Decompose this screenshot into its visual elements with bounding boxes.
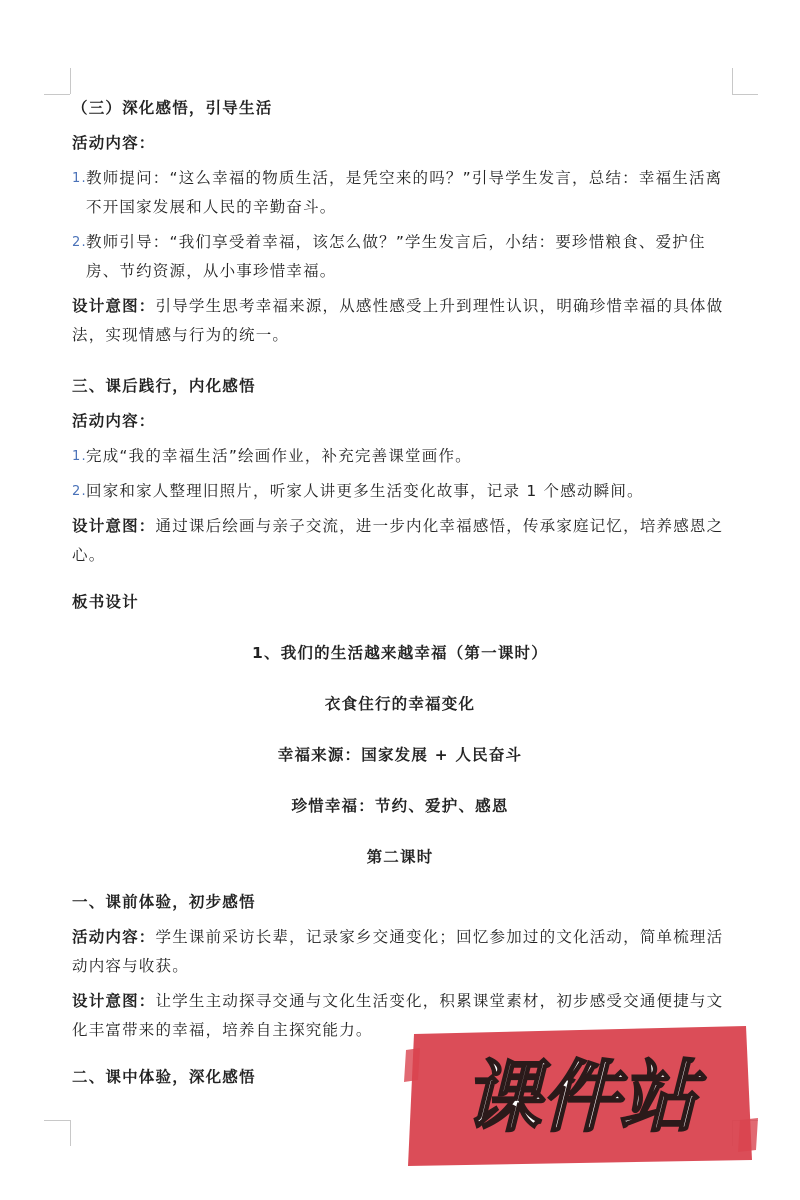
crop-mark [70, 1120, 71, 1146]
list-number: 1. [72, 449, 87, 464]
design-label: 设计意图： [72, 297, 156, 315]
design-intent [72, 512, 728, 570]
activity-label: 活动内容： [72, 134, 156, 152]
design-text: 通过课后绘画与亲子交流，进一步内化幸福感悟，传承家庭记忆，培养感恩之心。 [72, 517, 724, 564]
crop-mark [732, 94, 758, 95]
board-line: 珍惜幸福：节约、爱护、感恩 [291, 797, 509, 815]
list-number: 2. [72, 484, 87, 499]
design-intent [72, 292, 728, 350]
lesson-title: 第二课时 [366, 848, 434, 866]
design-text: 引导学生思考幸福来源，从感性感受上升到理性认识，明确珍惜幸福的具体做法，实现情感与行为的统一。 [72, 297, 724, 344]
design-text: 让学生主动探寻交通与文化生活变化，积累课堂素材，初步感受交通便捷与文化丰富带来的幸福，培养自主探究能力。 [72, 992, 724, 1039]
design-label: 设计意图： [72, 992, 156, 1010]
list-item [72, 164, 728, 222]
section-heading: （三）深化感悟，引导生活 [72, 99, 273, 117]
section-heading: 一、课前体验，初步感悟 [72, 893, 256, 911]
list-number: 2. [72, 235, 87, 250]
board-line: 幸福来源：国家发展 + 人民奋斗 [277, 746, 523, 764]
watermark-stamp [400, 1020, 760, 1170]
list-item [72, 442, 728, 471]
watermark-text: 课件站 [462, 1053, 698, 1143]
list-text: 教师引导：“我们享受着幸福，该怎么做？”学生发言后，小结：要珍惜粮食、爱护住房、节约资源，从小事珍惜幸福。 [86, 233, 706, 280]
list-item [72, 228, 728, 286]
list-text: 回家和家人整理旧照片，听家人讲更多生活变化故事，记录 1 个感动瞬间。 [86, 482, 644, 500]
board-heading: 板书设计 [72, 593, 139, 611]
crop-mark [732, 68, 733, 94]
crop-mark [44, 1120, 70, 1121]
section-heading: 三、课后践行，内化感悟 [72, 377, 256, 395]
document-body [72, 94, 728, 1092]
board-line: 衣食住行的幸福变化 [324, 695, 476, 713]
list-text: 完成“我的幸福生活”绘画作业，补充完善课堂画作。 [86, 447, 472, 465]
activity-label: 活动内容： [72, 928, 156, 946]
design-label: 设计意图： [72, 517, 156, 535]
crop-mark [44, 94, 70, 95]
list-number: 1. [72, 171, 87, 186]
board-line: 1、我们的生活越来越幸福（第一课时） [252, 644, 548, 662]
activity-text: 学生课前采访长辈，记录家乡交通变化；回忆参加过的文化活动，简单梳理活动内容与收获。 [72, 928, 724, 975]
section-heading: 二、课中体验，深化感悟 [72, 1068, 256, 1086]
activity-content [72, 923, 728, 981]
activity-label: 活动内容： [72, 412, 156, 430]
list-item [72, 477, 728, 506]
crop-mark [70, 68, 71, 94]
list-text: 教师提问：“这么幸福的物质生活，是凭空来的吗？”引导学生发言，总结：幸福生活离不开国家发展和人民的辛勤奋斗。 [86, 169, 723, 216]
